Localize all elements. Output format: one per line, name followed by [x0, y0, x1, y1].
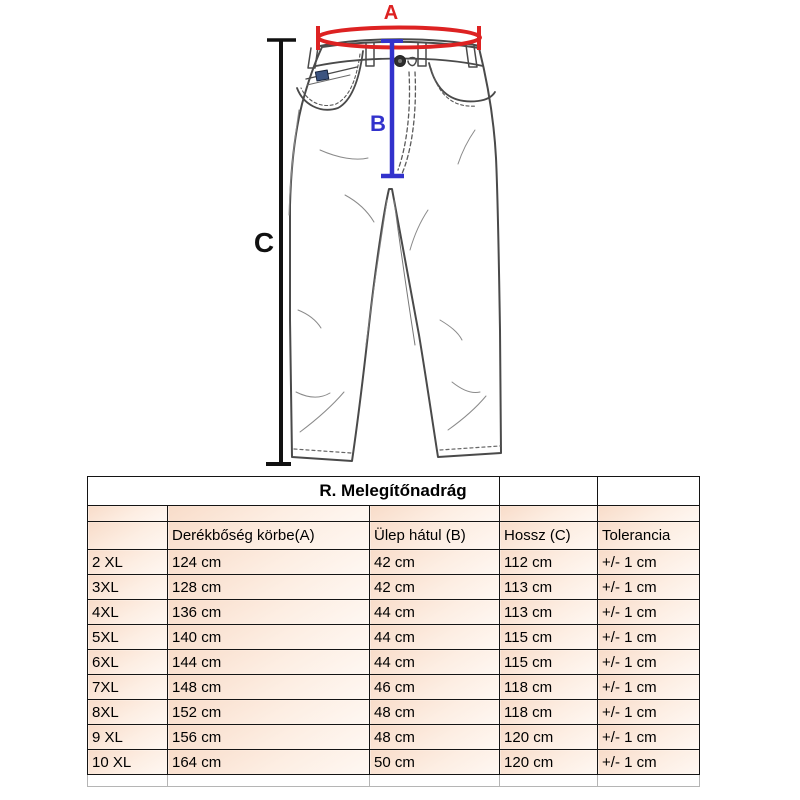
header-waist: Derékbőség körbe(A)	[168, 522, 370, 550]
tolerance-cell: +/- 1 cm	[598, 700, 700, 725]
seat-cell: 44 cm	[370, 625, 500, 650]
tolerance-cell: +/- 1 cm	[598, 675, 700, 700]
size-cell: 5XL	[88, 625, 168, 650]
label-a: A	[383, 2, 399, 24]
size-cell: 4XL	[88, 600, 168, 625]
seat-cell: 48 cm	[370, 700, 500, 725]
size-cell: 7XL	[88, 675, 168, 700]
seat-cell: 46 cm	[370, 675, 500, 700]
label-c: C	[253, 227, 275, 258]
waist-cell: 140 cm	[168, 625, 370, 650]
brand-tab	[315, 70, 328, 81]
table-row	[88, 550, 700, 575]
tolerance-cell: +/- 1 cm	[598, 600, 700, 625]
table-row	[88, 725, 700, 750]
label-b: B	[370, 111, 386, 136]
spacer-row	[88, 506, 700, 522]
seat-cell: 44 cm	[370, 600, 500, 625]
length-cell: 120 cm	[500, 725, 598, 750]
table-row	[88, 600, 700, 625]
table-title-row	[88, 477, 700, 506]
size-cell: 9 XL	[88, 725, 168, 750]
seat-cell: 50 cm	[370, 750, 500, 775]
seat-cell: 44 cm	[370, 650, 500, 675]
tolerance-cell: +/- 1 cm	[598, 650, 700, 675]
length-cell: 113 cm	[500, 600, 598, 625]
length-cell: 112 cm	[500, 550, 598, 575]
waist-cell: 156 cm	[168, 725, 370, 750]
size-cell: 2 XL	[88, 550, 168, 575]
tolerance-cell: +/- 1 cm	[598, 625, 700, 650]
waist-cell: 144 cm	[168, 650, 370, 675]
size-cell: 10 XL	[88, 750, 168, 775]
tolerance-cell: +/- 1 cm	[598, 725, 700, 750]
length-cell: 115 cm	[500, 625, 598, 650]
length-cell: 118 cm	[500, 675, 598, 700]
header-row	[88, 522, 700, 550]
size-cell: 8XL	[88, 700, 168, 725]
table-row	[88, 650, 700, 675]
size-cell: 3XL	[88, 575, 168, 600]
length-cell: 115 cm	[500, 650, 598, 675]
header-tolerance: Tolerancia	[598, 522, 700, 550]
length-cell: 120 cm	[500, 750, 598, 775]
table-row	[88, 625, 700, 650]
table-row	[88, 575, 700, 600]
size-cell: 6XL	[88, 650, 168, 675]
waist-cell: 128 cm	[168, 575, 370, 600]
waist-cell: 148 cm	[168, 675, 370, 700]
title-cell	[88, 477, 500, 506]
size-table	[87, 476, 700, 787]
seat-cell: 42 cm	[370, 575, 500, 600]
table-row	[88, 750, 700, 775]
seat-cell: 42 cm	[370, 550, 500, 575]
waist-cell: 124 cm	[168, 550, 370, 575]
waist-cell: 152 cm	[168, 700, 370, 725]
seat-cell: 48 cm	[370, 725, 500, 750]
table-row	[88, 700, 700, 725]
partial-row	[88, 775, 700, 787]
tolerance-cell: +/- 1 cm	[598, 575, 700, 600]
jeans-sketch	[289, 39, 501, 461]
length-cell: 113 cm	[500, 575, 598, 600]
header-size	[88, 522, 168, 550]
waist-cell: 136 cm	[168, 600, 370, 625]
tolerance-cell: +/- 1 cm	[598, 750, 700, 775]
header-length: Hossz (C)	[500, 522, 598, 550]
table-title: R. Melegítőnadrág	[319, 481, 467, 500]
table-row	[88, 675, 700, 700]
button-center	[398, 59, 402, 63]
tolerance-cell: +/- 1 cm	[598, 550, 700, 575]
header-seat: Ülep hátul (B)	[370, 522, 500, 550]
length-cell: 118 cm	[500, 700, 598, 725]
waist-cell: 164 cm	[168, 750, 370, 775]
